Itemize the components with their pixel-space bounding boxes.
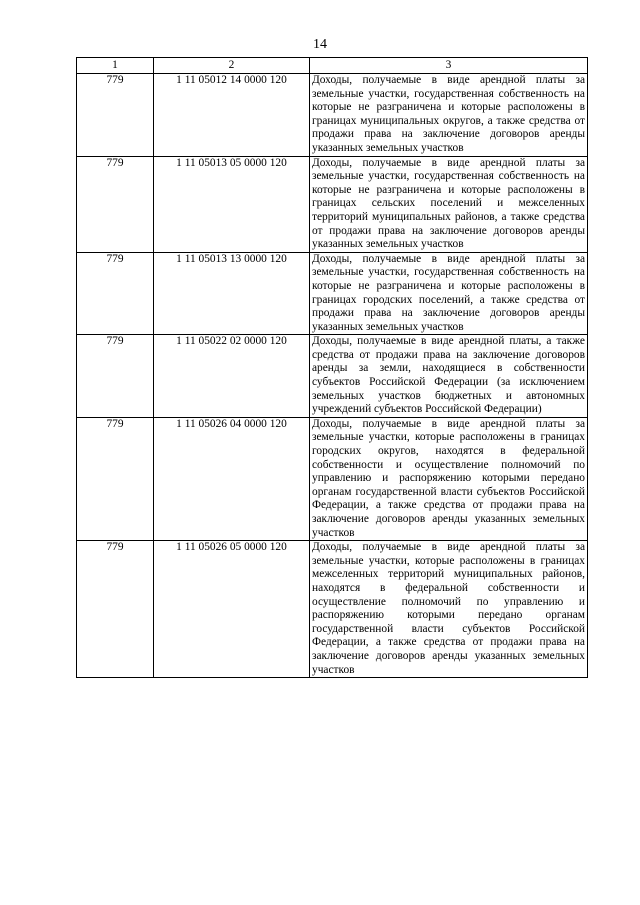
admin-code-cell: 779: [77, 541, 154, 678]
revenue-name-cell: Доходы, получаемые в виде арендной платы за земельные участки, государственная собственность на которые не разграничена и которые расположены в границах муниципальных округов, а также средства от продажи права на заключение договоров аренды указанных земельных участков: [310, 74, 588, 157]
table-row: [77, 156, 588, 252]
column-number-1: 1: [77, 58, 154, 74]
admin-code-cell: 779: [77, 252, 154, 335]
admin-code-cell: 779: [77, 156, 154, 252]
budget-code-cell: 1 11 05013 05 0000 120: [154, 156, 310, 252]
revenue-name-cell: Доходы, получаемые в виде арендной платы за земельные участки, государственная собственность на которые не разграничена и которые расположены в границах городских поселений, а также средства от продажи права на заключение договоров аренды указанных земельных участков: [310, 252, 588, 335]
budget-code-cell: 1 11 05026 05 0000 120: [154, 541, 310, 678]
table-header-row: [77, 58, 588, 74]
page-number: 14: [313, 37, 327, 52]
column-number-2: 2: [154, 58, 310, 74]
revenue-codes-table: [76, 57, 588, 678]
admin-code-cell: 779: [77, 74, 154, 157]
budget-code-cell: 1 11 05013 13 0000 120: [154, 252, 310, 335]
table-row: [77, 541, 588, 678]
admin-code-cell: 779: [77, 417, 154, 540]
budget-code-cell: 1 11 05022 02 0000 120: [154, 335, 310, 418]
budget-code-cell: 1 11 05012 14 0000 120: [154, 74, 310, 157]
column-number-3: 3: [310, 58, 588, 74]
revenue-name-cell: Доходы, получаемые в виде арендной платы, а также средства от продажи права на заключение договоров аренды за земли, находящиеся в собственности субъектов Российской Федерации (за исключением земельных участков бюджетных и автономных учреждений субъектов Российской Федерации): [310, 335, 588, 418]
table-row: [77, 417, 588, 540]
budget-code-cell: 1 11 05026 04 0000 120: [154, 417, 310, 540]
revenue-name-cell: Доходы, получаемые в виде арендной платы за земельные участки, которые расположены в границах межселенных территорий муниципальных районов, находятся в федеральной собственности и осуществление полномочий по управлению и распоряжению которыми передано органам государственной власти субъектов Российской Федерации, а также средства от продажи права на заключение договоров аренды указанных земельных участков: [310, 541, 588, 678]
table-row: [77, 74, 588, 157]
revenue-name-cell: Доходы, получаемые в виде арендной платы за земельные участки, государственная собственность на которые не разграничена и которые расположены в границах сельских поселений и межселенных территорий муниципальных районов, а также средства от продажи права на заключение договоров аренды указанных земельных участков: [310, 156, 588, 252]
admin-code-cell: 779: [77, 335, 154, 418]
table-row: [77, 335, 588, 418]
revenue-name-cell: Доходы, получаемые в виде арендной платы за земельные участки, которые расположены в границах городских округов, находятся в федеральной собственности и осуществление полномочий по управлению и распоряжению которыми передано органам государственной власти субъектов Российской Федерации, а также средства от продажи права на заключение договоров аренды указанных земельных участков: [310, 417, 588, 540]
table-row: [77, 252, 588, 335]
